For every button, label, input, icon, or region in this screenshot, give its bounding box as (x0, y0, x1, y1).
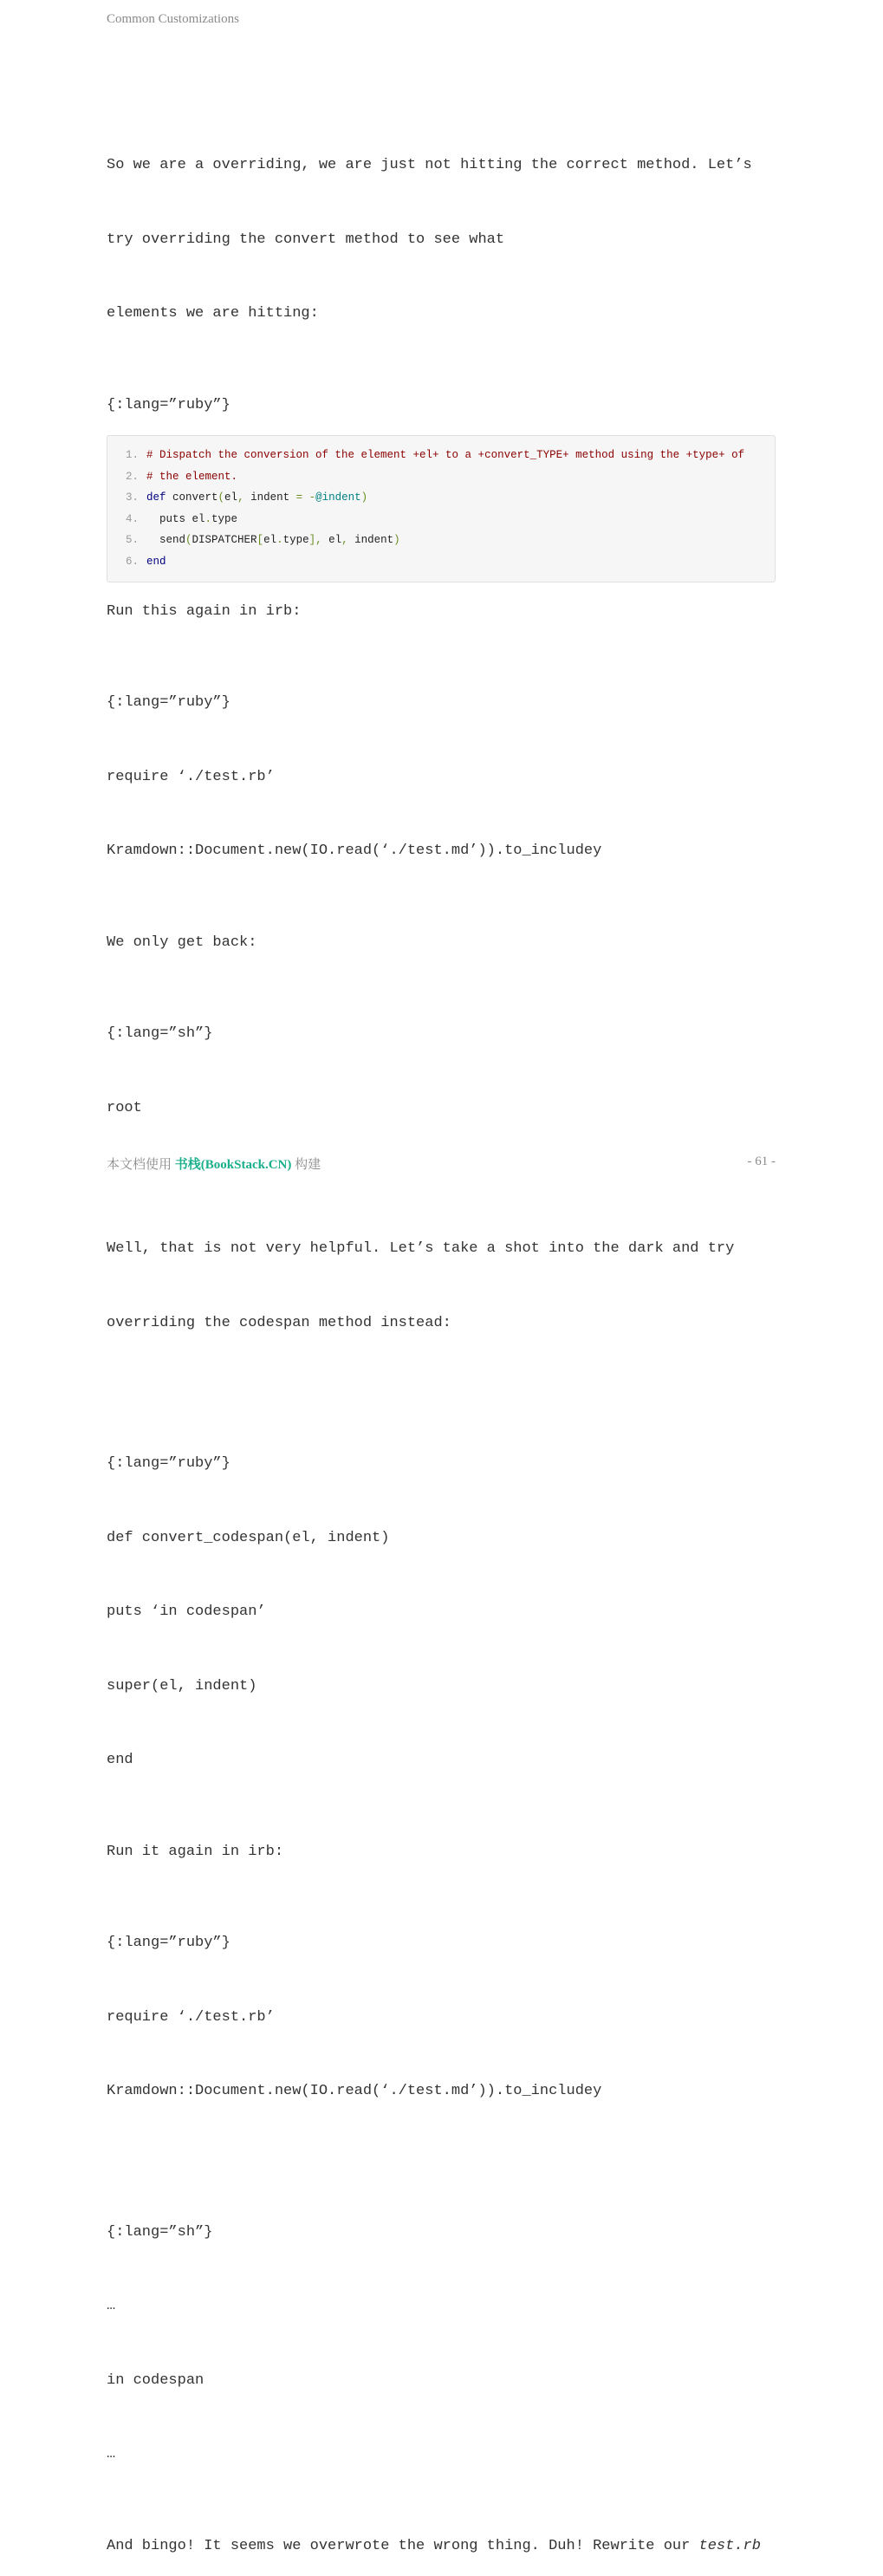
paragraph-intro (107, 104, 776, 376)
text-line: Well, that is not very helpful. Let’s take a shot into the dark and try (107, 1240, 735, 1258)
text-line: {:lang=”ruby”} (107, 694, 230, 712)
text-line: overriding the codespan method instead: (107, 1314, 451, 1331)
bingo-text: And bingo! It seems we overwrote the wrong thing. Duh! Rewrite our (107, 2537, 699, 2554)
code-snippet-require-2 (107, 1882, 776, 2154)
code-token: el (224, 491, 238, 504)
code-token: type (211, 512, 238, 525)
line-number: 5. (125, 534, 139, 547)
text-line: super(el, indent) (107, 1677, 257, 1695)
line-number: 4. (125, 512, 139, 525)
code-token: convert (166, 491, 218, 504)
code-token: indent (243, 491, 296, 504)
code-token: end (146, 555, 166, 568)
line-number: 6. (125, 555, 139, 568)
text-line: {:lang=”sh”} (107, 1025, 213, 1043)
code-line (107, 530, 775, 551)
lang-directive: {:lang=”ruby”} (107, 396, 230, 413)
code-text (146, 551, 166, 573)
code-line (107, 551, 775, 573)
code-token: [ (256, 534, 264, 547)
code-token: DISPATCHER (192, 534, 257, 547)
text-line: … (107, 2446, 116, 2463)
code-snippet-codespan (107, 1402, 776, 1823)
text-line: Kramdown::Document.new(IO.read(‘./test.md’)).to_includey (107, 842, 602, 860)
text-line: require ‘./test.rb’ (107, 768, 275, 785)
paragraph-not-helpful (107, 1187, 776, 1385)
code-token: type (282, 534, 309, 547)
text-line: Kramdown::Document.new(IO.read(‘./test.md’)).to_includey (107, 2083, 602, 2100)
code-line (107, 466, 775, 488)
text-line: {:lang=”ruby”} (107, 1935, 230, 1952)
code-token: indent (347, 534, 394, 547)
text-line: in codespan (107, 2371, 205, 2389)
text-line: elements we are hitting: (107, 305, 319, 322)
code-line (107, 445, 775, 466)
text-line: end (107, 1752, 133, 1769)
output-snippet-codespan (107, 2171, 776, 2517)
code-text (146, 487, 367, 509)
code-token: ], (308, 534, 322, 547)
code-token: puts el (146, 512, 205, 525)
code-token: el (321, 534, 342, 547)
footer-credit (107, 1155, 321, 1173)
line-number: 3. (125, 491, 139, 504)
code-token: ) (360, 491, 368, 504)
footer-prefix: 本文档使用 (107, 1158, 175, 1172)
page-number: - 61 - (747, 1155, 776, 1168)
text-line: {:lang=”ruby”} (107, 1455, 230, 1473)
code-token: el (263, 534, 277, 547)
code-token: # Dispatch the conversion of the element +el+ to a +convert_TYPE+ method using the +type+ of (146, 449, 745, 461)
code-token: . (276, 534, 283, 547)
paragraph-get-back: We only get back: (107, 933, 257, 951)
text-line: … (107, 2298, 116, 2315)
code-text (146, 530, 400, 551)
code-token: , (237, 491, 244, 504)
text-line: puts ‘in codespan’ (107, 1603, 266, 1621)
code-token: , (341, 534, 348, 547)
code-snippet-require (107, 641, 776, 914)
code-text (146, 466, 237, 488)
code-line (107, 509, 775, 530)
code-token: send (146, 534, 186, 547)
text-line: root (107, 1099, 142, 1116)
code-block (107, 435, 776, 582)
paragraph-bingo (107, 2534, 776, 2560)
code-token: ( (185, 534, 192, 547)
line-number: 2. (125, 470, 139, 483)
paragraph-run-again: Run this again in irb: (107, 602, 302, 620)
code-token: @indent (315, 491, 361, 504)
code-token: def (146, 491, 166, 504)
text-line: {:lang=”sh”} (107, 2223, 213, 2241)
text-line: require ‘./test.rb’ (107, 2008, 275, 2026)
paragraph-run-it-again: Run it again in irb: (107, 1843, 284, 1860)
code-token: . (205, 512, 212, 525)
footer-suffix: 构建 (291, 1158, 321, 1172)
code-token: = - (295, 491, 316, 504)
code-text (146, 509, 237, 530)
output-snippet-root (107, 973, 776, 1170)
running-header: Common Customizations (107, 12, 239, 26)
code-token: ( (218, 491, 225, 504)
text-line: So we are a overriding, we are just not hitting the correct method. Let’s (107, 157, 752, 173)
code-text (146, 445, 744, 466)
line-number: 1. (125, 449, 139, 461)
filename-emphasis: test.rb (698, 2537, 761, 2554)
text-line: def convert_codespan(el, indent) (107, 1529, 390, 1546)
footer-brand-link[interactable]: 书栈(BookStack.CN) (174, 1158, 292, 1172)
code-line (107, 487, 775, 509)
text-line: try overriding the convert method to see what (107, 231, 505, 248)
code-token: ) (393, 534, 400, 547)
page-content (107, 104, 776, 2576)
code-token: # the element. (146, 470, 238, 483)
